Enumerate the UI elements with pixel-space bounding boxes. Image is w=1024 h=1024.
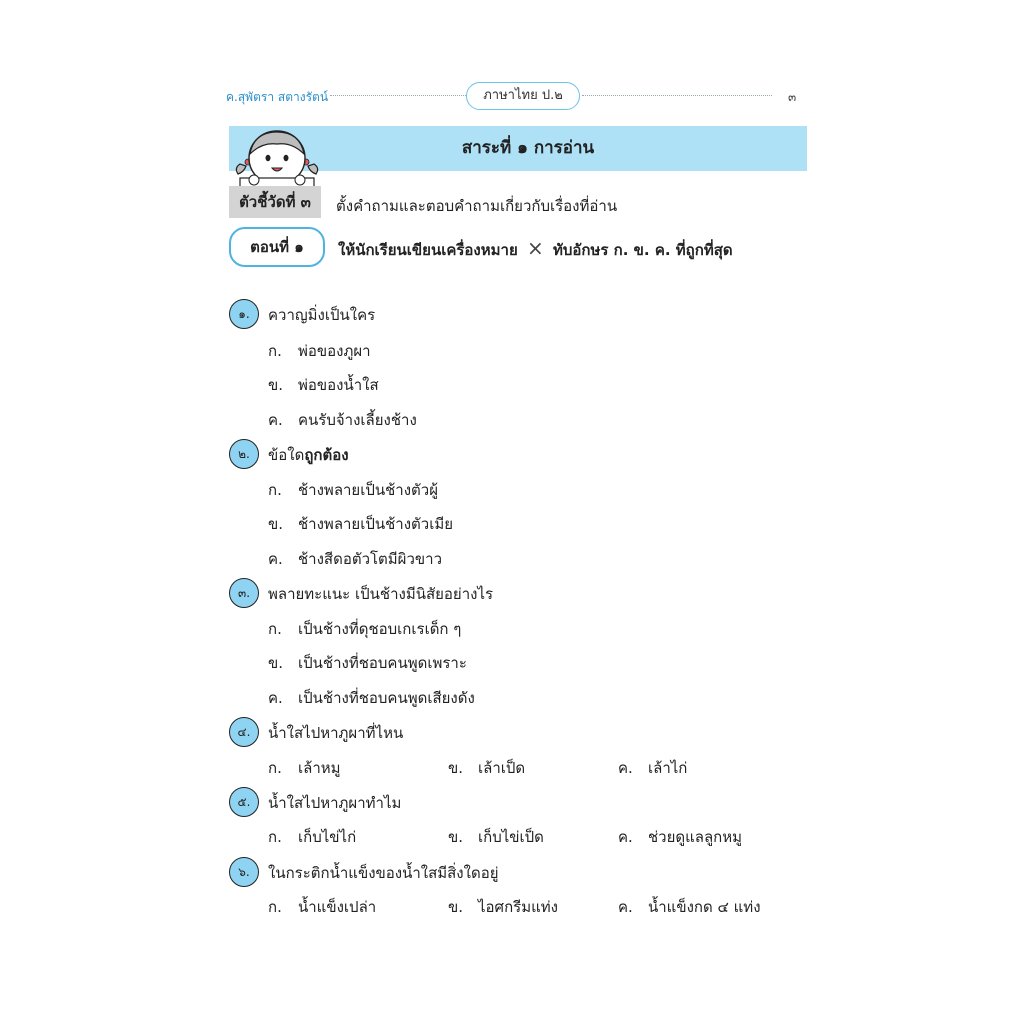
option-key: ก. (268, 620, 282, 638)
question-text: ในกระติกน้ำแข็งของน้ำใสมีสิ่งใดอยู่ (268, 864, 499, 882)
question-number: ๓. (229, 578, 259, 608)
option-key: ก. (268, 481, 282, 499)
option[interactable] (268, 617, 461, 641)
option-text: เป็นช้างที่ดุชอบเกเรเด็ก ๆ (298, 620, 462, 638)
option-text: เป็นช้างที่ชอบคนพูดเพราะ (298, 654, 467, 672)
option[interactable] (618, 756, 687, 780)
option[interactable] (268, 895, 376, 919)
question-text-plain: ข้อใด (268, 446, 305, 464)
option-text: เป็นช้างที่ชอบคนพูดเสียงดัง (298, 689, 475, 707)
option-key: ก. (268, 759, 282, 777)
option-key: ข. (268, 654, 284, 672)
option-text: ช้างพลายเป็นช้างตัวเมีย (298, 515, 454, 533)
option-text: คนรับจ้างเลี้ยงช้าง (298, 411, 417, 429)
option-text: เล้าหมู (298, 759, 341, 777)
option[interactable] (618, 895, 761, 919)
option-key: ค. (268, 689, 283, 707)
option-key: ค. (268, 411, 283, 429)
question-number: ๖. (229, 857, 259, 887)
option[interactable] (448, 756, 525, 780)
option-key: ข. (268, 515, 284, 533)
instruction-part-a: ให้นักเรียนเขียนเครื่องหมาย (338, 241, 518, 259)
question-text: น้ำใสไปหาภูผาทำไม (268, 794, 402, 812)
option-key: ค. (618, 898, 633, 916)
option[interactable] (448, 895, 558, 919)
instruction (338, 236, 733, 262)
option-text: เล้าไก่ (648, 759, 688, 777)
option[interactable] (268, 547, 442, 571)
girl-illustration (232, 128, 322, 190)
option[interactable] (268, 408, 417, 432)
header-divider-right (582, 95, 772, 96)
question-number: ๕. (229, 787, 259, 817)
question-number: ๔. (229, 717, 259, 747)
header-author: ค.สุพัตรา สตางรัตน์ (226, 90, 329, 104)
question-text: พลายทะแนะ เป็นช้างมีนิสัยอย่างไร (268, 585, 494, 603)
question-number: ๒. (229, 439, 259, 469)
banner-title: สาระที่ ๑ การอ่าน (461, 138, 595, 158)
question-text-bold: ถูกต้อง (304, 446, 349, 464)
option-text: ช้างสีดอตัวโตมีผิวขาว (298, 550, 442, 568)
option-key: ค. (618, 759, 633, 777)
option-text: พ่อของภูผา (298, 342, 371, 360)
option[interactable] (268, 651, 467, 675)
option-key: ข. (268, 376, 284, 394)
page-number: ๓ (788, 90, 797, 104)
option-key: ค. (618, 828, 633, 846)
option-key: ข. (448, 828, 464, 846)
option-text: เล้าเป็ด (478, 759, 526, 777)
option-key: ข. (448, 759, 464, 777)
question-number: ๑. (229, 299, 259, 329)
cross-mark-icon: × (526, 236, 544, 260)
option-text: เก็บไข่เป็ด (478, 828, 544, 846)
instruction-part-b: ทับอักษร ก. ข. ค. ที่ถูกที่สุด (552, 241, 733, 259)
option-key: ค. (268, 550, 283, 568)
option[interactable] (268, 686, 475, 710)
header-divider-left (330, 95, 466, 96)
option[interactable] (268, 825, 356, 849)
question-text: ควาญมิ่งเป็นใคร (268, 306, 376, 324)
option[interactable] (268, 478, 438, 502)
option-key: ก. (268, 898, 282, 916)
option[interactable] (268, 373, 379, 397)
question-text: น้ำใสไปหาภูผาที่ไหน (268, 724, 404, 742)
question-text (268, 443, 349, 467)
option-key: ก. (268, 342, 282, 360)
option-text: น้ำแข็งกด ๔ แท่ง (648, 898, 761, 916)
option-text: เก็บไข่ไก่ (298, 828, 357, 846)
indicator-label: ตัวชี้วัดที่ ๓ (229, 186, 321, 218)
indicator-text: ตั้งคำถามและตอบคำถามเกี่ยวกับเรื่องที่อ่าน (336, 197, 618, 215)
option-text: ช่วยดูแลลูกหมู (648, 828, 743, 846)
header-book-title: ภาษาไทย ป.๒ (466, 82, 580, 110)
option[interactable] (268, 339, 371, 363)
option-key: ข. (448, 898, 464, 916)
option[interactable] (268, 512, 453, 536)
option-text: ไอศกรีมแท่ง (478, 898, 558, 916)
option[interactable] (448, 825, 544, 849)
option[interactable] (268, 756, 341, 780)
option-key: ก. (268, 828, 282, 846)
option-text: พ่อของน้ำใส (298, 376, 379, 394)
option[interactable] (618, 825, 742, 849)
option-text: ช้างพลายเป็นช้างตัวผู้ (298, 481, 439, 499)
option-text: น้ำแข็งเปล่า (298, 898, 377, 916)
section-label: ตอนที่ ๑ (229, 227, 325, 267)
